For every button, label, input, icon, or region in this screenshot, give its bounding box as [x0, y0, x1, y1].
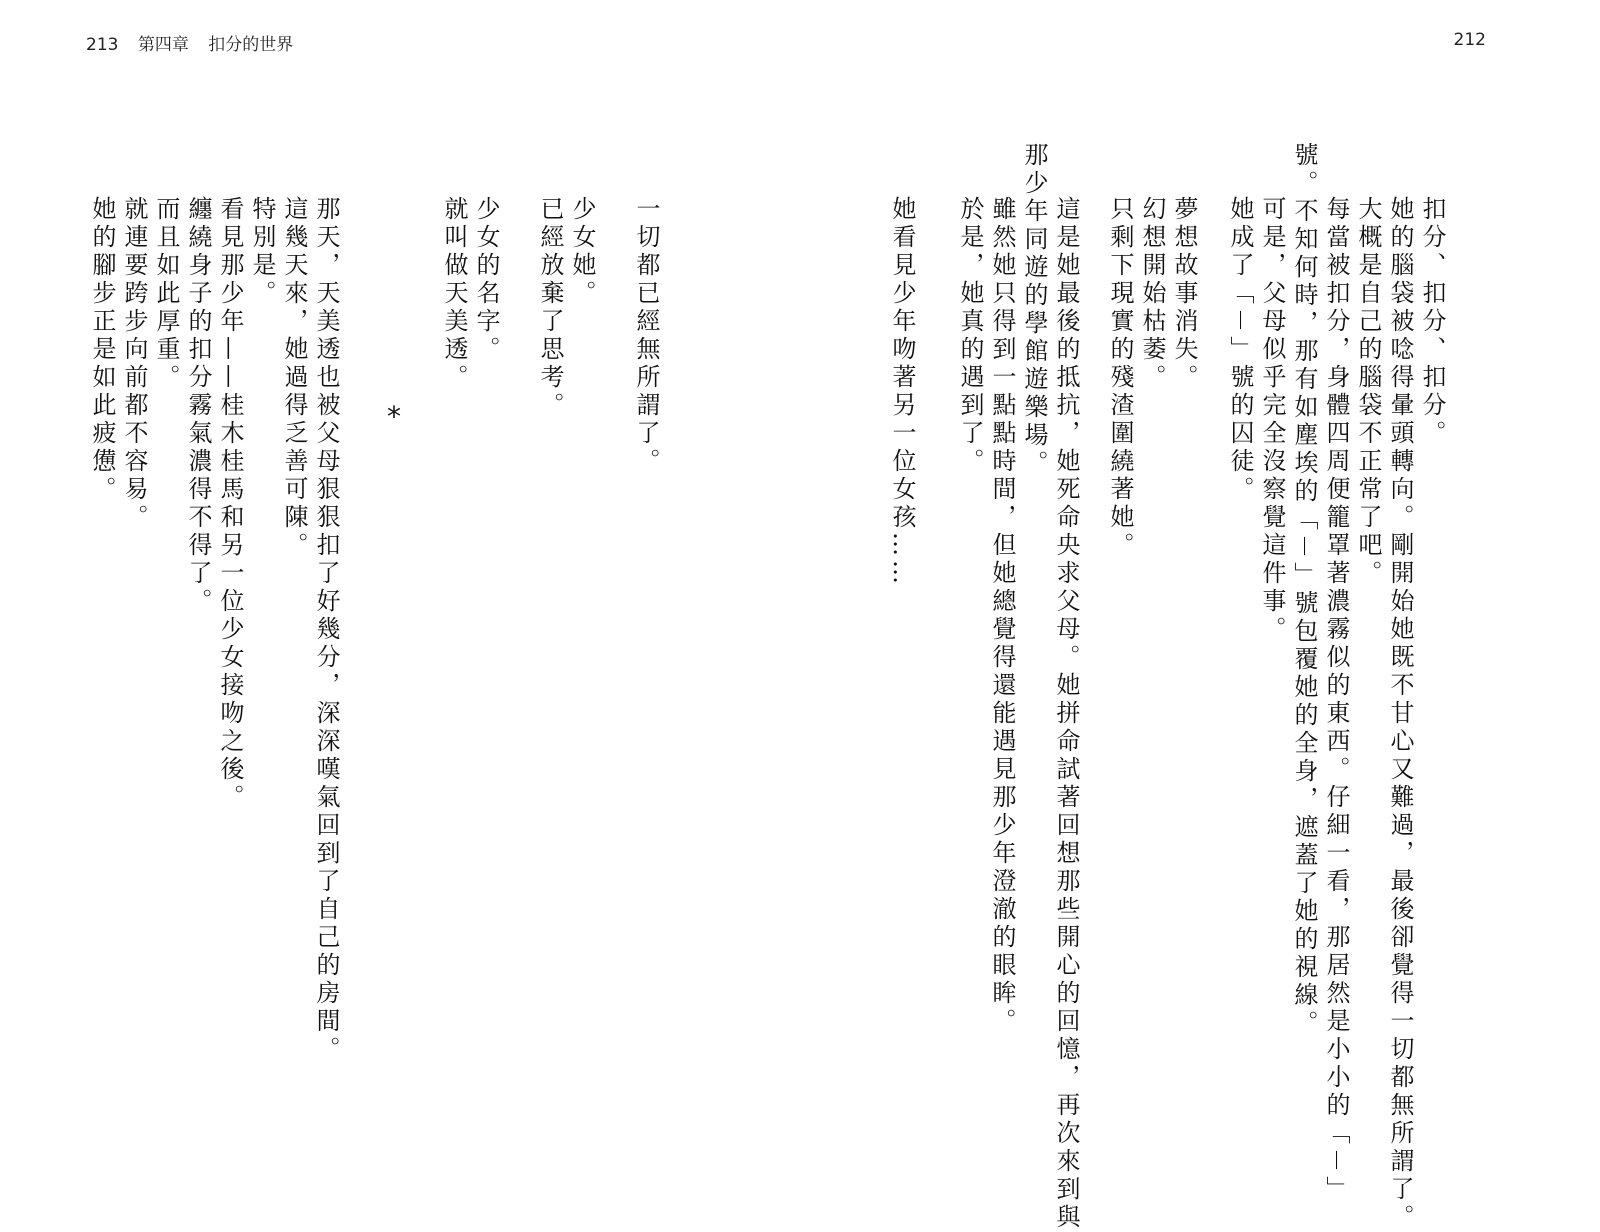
text-line: 特別是。: [248, 196, 276, 308]
text-line: 看見那少年——桂木桂馬和另一位少女接吻之後。: [216, 196, 244, 812]
text-line: 這幾天來，她過得乏善可陳。: [280, 196, 308, 560]
text-line: 纏繞身子的扣分霧氣濃得不得了。: [184, 196, 212, 616]
text-line: 已經放棄了思考。: [536, 196, 564, 420]
text-line: 大概是自己的腦袋不正常了吧。: [1354, 196, 1382, 588]
text-line: 少女的名字。: [472, 196, 500, 364]
text-line: 那天，天美透也被父母狠狠扣了好幾分，深深嘆氣回到了自己的房間。: [312, 196, 340, 1064]
text-line: 她的腳步正是如此疲憊。: [88, 196, 116, 504]
text-line: 就連要跨步向前都不容易。: [120, 196, 148, 532]
text-line: 她看見少年吻著另一位女孩……: [888, 196, 916, 588]
chapter-title: 扣分的世界: [208, 35, 294, 55]
text-line: 而且如此厚重。: [152, 196, 180, 392]
text-line: 這是她最後的抵抗，她死命央求父母。她拼命試著回想那些開心的回憶，再次來到與: [1052, 196, 1080, 1232]
chapter-label: 第四章: [137, 35, 189, 55]
right-page-number: 212: [1453, 30, 1486, 50]
text-line: 夢想故事消失。: [1170, 196, 1198, 392]
section-break: *: [387, 400, 401, 433]
text-line: 幻想開始枯萎。: [1138, 196, 1166, 392]
text-line: 她的腦袋被唸得暈頭轉向。剛開始她既不甘心又難過，最後卻覺得一切都無所謂了。: [1386, 196, 1414, 1232]
text-line: 就叫做天美透。: [440, 196, 468, 392]
left-page-header: [86, 30, 307, 55]
text-line: 可是，父母似乎完全沒察覺這件事。: [1258, 196, 1286, 644]
text-line: 每當被扣分，身體四周便籠罩著濃霧似的東西。仔細一看，那居然是小小的「－」: [1322, 196, 1350, 1204]
text-line: 只剩下現實的殘渣圍繞著她。: [1106, 196, 1134, 560]
text-line: 那少年同遊的學館遊樂場。: [1020, 142, 1048, 478]
text-line: 號。不知何時，那有如塵埃的「－」號包覆她的全身，遮蓋了她的視線。: [1290, 142, 1318, 1038]
text-line: 於是，她真的遇到了。: [956, 196, 984, 476]
text-line: 扣分、扣分、扣分。: [1418, 196, 1446, 448]
text-line: 一切都已經無所謂了。: [632, 196, 660, 476]
left-page-number: 213: [86, 35, 119, 55]
text-line: 她成了「－」號的囚徒。: [1226, 196, 1254, 504]
text-line: 雖然她只得到一點點時間，但她總覺得還能遇見那少年澄澈的眼眸。: [988, 196, 1016, 1036]
text-line: 少女她。: [568, 196, 596, 308]
